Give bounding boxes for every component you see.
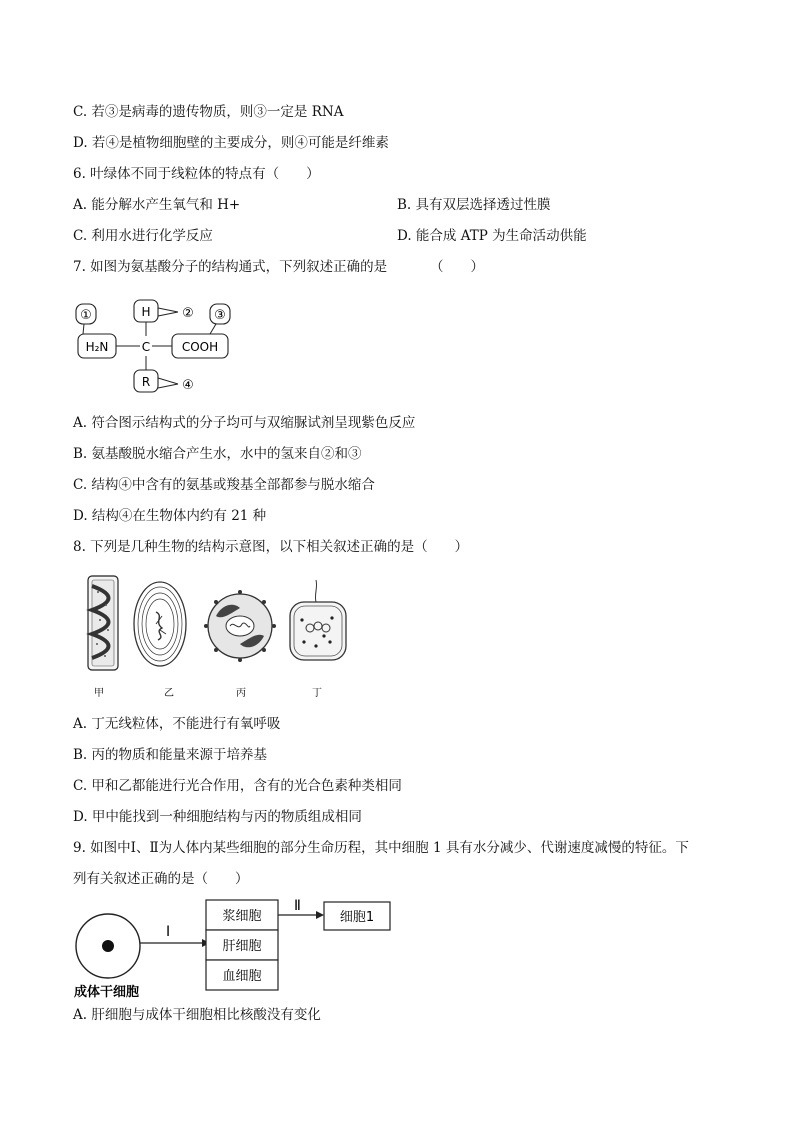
q6-option-d: D. 能合成 ATP 为生命活动供能 [397,228,587,244]
q9-option-a: A. 肝细胞与成体干细胞相比核酸没有变化 [73,1007,321,1023]
q6-stem: 6. 叶绿体不同于线粒体的特点有（ ） [73,166,320,182]
callout-2-label: ② [182,306,194,321]
q7-option-c: C. 结构④中含有的氨基或羧基全部都参与脱水缩合 [73,477,375,493]
q8-option-a: A. 丁无线粒体，不能进行有氧呼吸 [73,716,281,732]
q7-option-a: A. 符合图示结构式的分子均可与双缩脲试剂呈现紫色反应 [73,415,416,431]
organism-label-jia: 甲 [94,688,104,699]
plasma-cell-label: 浆细胞 [222,909,262,924]
amino-acid-structure-figure [70,296,240,406]
q7-paren: （ ） [430,259,484,275]
callout-3-label: ③ [214,308,226,323]
stem-cell-label: 成体干细胞 [74,985,140,1000]
q8-option-b: B. 丙的物质和能量来源于培养基 [73,747,268,763]
q8-option-d: D. 甲中能找到一种细胞结构与丙的物质组成相同 [73,809,362,825]
organism-bing [204,590,276,662]
process-two-label: Ⅱ [294,898,301,914]
cell-fate-figure [70,896,400,1002]
carboxyl-group-label: COOH [181,340,219,354]
callout-4-label: ④ [182,378,194,393]
organism-label-yi: 乙 [164,688,174,699]
organisms-figure [80,572,370,704]
q7-option-d: D. 结构④在生物体内约有 21 种 [73,508,267,524]
stem-cell-nucleus [102,940,114,952]
q7-option-b: B. 氨基酸脱水缩合产生水，水中的氢来自②和③ [73,446,362,462]
blood-cell-label: 血细胞 [222,969,262,984]
cell-one-label: 细胞1 [339,910,375,925]
q8-option-c: C. 甲和乙都能进行光合作用，含有的光合色素种类相同 [73,778,402,794]
central-carbon: C [141,340,151,354]
q8-stem: 8. 下列是几种生物的结构示意图，以下相关叙述正确的是（ ） [73,539,469,555]
amino-group-label: H₂N [85,340,109,354]
q9-stem-line1: 9. 如图中Ⅰ、Ⅱ为人体内某些细胞的部分生命历程，其中细胞 1 具有水分减少、代谢速度减慢的特征。下 [73,840,689,856]
r-group-label: R [141,375,151,389]
q5-option-c: C. 若③是病毒的遗传物质，则③一定是 RNA [73,104,344,120]
organism-label-ding: 丁 [312,688,322,699]
organism-label-bing: 丙 [236,688,246,699]
q5-option-d: D. 若④是植物细胞壁的主要成分，则④可能是纤维素 [73,135,389,151]
q6-option-c: C. 利用水进行化学反应 [73,228,213,244]
q6-option-b: B. 具有双层选择透过性膜 [397,197,551,213]
q7-stem: 7. 如图为氨基酸分子的结构通式，下列叙述正确的是 [73,259,388,275]
callout-1-label: ① [80,308,92,323]
organism-ding [290,580,346,660]
liver-cell-label: 肝细胞 [222,939,262,954]
q6-option-a: A. 能分解水产生氧气和 H+ [73,197,241,213]
hydrogen-label: H [141,305,151,319]
process-one-label: Ⅰ [166,924,171,940]
organism-yi [134,582,186,666]
organism-jia [88,576,118,670]
q9-stem-line2: 列有关叙述正确的是（ ） [73,871,249,887]
